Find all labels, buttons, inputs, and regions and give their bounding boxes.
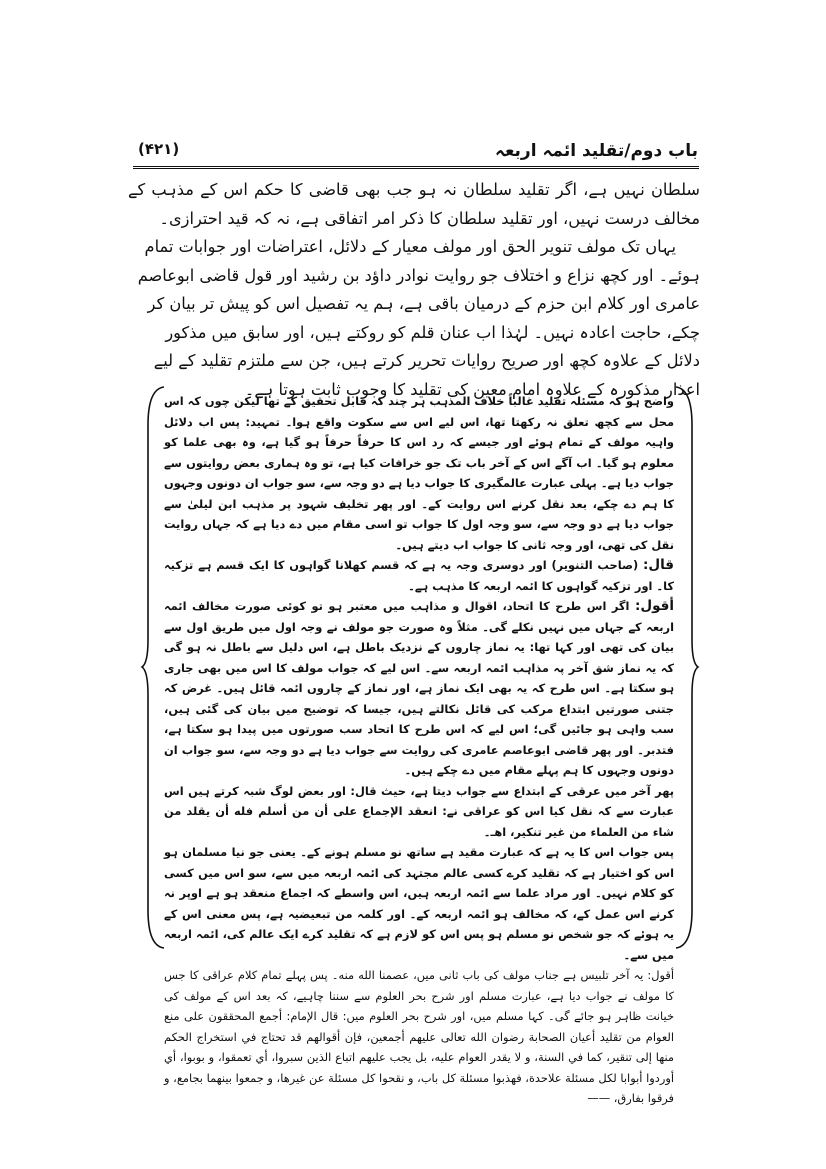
aqool-label: أقول: [634, 598, 674, 614]
quote-paragraph-2 [164, 555, 674, 596]
paragraph-2: یہاں تک مولف تنویر الحق اور مولف معیار کے دلائل، اعتراضات اور جوابات تمام ہوئے۔ اور کچھ نزاع و اختلاف جو روایت نوادر داؤد بن رشید اور قول قاضی ابوعاصم عامری اور کلام ابن حزم کے درمیان باقی ہے، ہم یہ تفصیل اس کو پیش تر بیان کر چکے، حاجت اعادہ نہیں۔ لہٰذا اب عنان قلم کو روکتے ہیں، اور سابق میں مذکور دلائل کے علاوہ کچھ اور صریح روایات تحریر کرتے ہیں، جن سے ملتزم تقلید کے لیے اعذار مذکورہ کے علاوہ امام معین کی تقلید کا وجوب ثابت ہوتا ہے۔ [137, 237, 700, 399]
right-brace [674, 385, 700, 950]
main-text [128, 176, 700, 404]
quote-paragraph-1: واضح ہو کہ مسئلہ تقلید غالباً خلاف المذہب ہر چند کہ قابل تحقیق کے تھا لیکن چوں کہ اس محل سے کچھ تعلق نہ رکھتا تھا، اس لیے اس سے سکوت واقع ہوا۔ تمہید: پس اب دلائل واہیہ مولف کے تمام ہوئے اور جیسے کہ رد اس کا حرفاً حرفاً ہو گیا ہے، وہ بھی علما کو معلوم ہو گیا۔ اب آگے اس کے آخر باب تک جو خرافات کیا ہے، تو وہ ہماری بعض روایتوں سے جواب دیا ہے۔ پہلی عبارت عالمگیری کا جواب دیا ہے دو وجہ سے، سو جواب ان دونوں وجہوں کا ہم دے چکے، بعد نقل کرنے اس روایت کے۔ اور پھر تخلیف شہود پر مذہب ابن لیلیٰ سے جواب دیا ہے دو وجہ سے، سو وجہ اول کا جواب تو اسی مقام میں دے دیا ہے کہ جہاں روایت نقل کی تھی، اور وجہ ثانی کا جواب اب دیتے ہیں۔ [164, 394, 674, 552]
chapter-title: باب دوم/تقلید ائمہ اربعہ [494, 141, 698, 161]
left-brace [140, 385, 166, 950]
quotation-text [164, 391, 674, 1105]
page-number: (۴۲۱) [138, 140, 180, 158]
quote-paragraph-3 [164, 596, 674, 781]
quote-paragraph-4: پھر آخر میں عرقی کے ابتداع سے جواب دیتا ہے، حیث قال: اور بعض لوگ شبہ کرتے ہیں اس عبارت سے کہ نقل کیا اس کو عراقی نے: انعقد الإجماع علی أن من أسلم فله أن يقلد من شاء من العلماء من غير تنكير، اهـ۔ [164, 783, 674, 839]
header-divider [133, 166, 699, 169]
aqool-text: اگر اس طرح کا اتحاد، اقوال و مذاہب میں معتبر ہو تو کوئی صورت مخالف ائمہ اربعہ کے جہاں میں نہیں نکلے گی۔ مثلاً وہ صورت جو مولف نے وجہ اول میں طریق اول سے بیان کی تھی اور کہا تھا: یہ نماز چاروں کے نزدیک باطل ہے، اس دلیل سے باطل نہ ہو گی کہ یہ نماز شق آخر پہ مذاہب ائمہ اربعہ سے۔ اس لیے کہ جواب مولف کا اس میں بھی جاری ہو سکتا ہے۔ اس طرح کہ یہ بھی ایک نماز ہے، اور نماز کے چاروں ائمہ قائل ہیں۔ غرض کہ جتنی صورتیں ابتداع مرکب کی قائل نکالتے ہیں، جیسا کہ توضیح میں بیان کی گئی ہیں، سب واہی ہو جائیں گی؛ اس لیے کہ اس طرح کا اتحاد سب صورتوں میں پیدا ہو سکتا ہے، فتدبر۔ اور پھر قاضی ابوعاصم عامری کی روایت سے جواب دیا ہے دو وجہ سے، سو جواب ان دونوں وجہوں کا ہم پہلے مقام میں دے چکے ہیں۔ [164, 599, 674, 777]
qaal-label: قال: [642, 557, 674, 573]
paragraph-1: سلطان نہیں ہے، اگر تقلید سلطان نہ ہو جب بھی قاضی کا حکم اس کے مذہب کے مخالف درست نہیں، اور تقلید سلطان کا ذکر امر اتفاقی ہے، نہ کہ قید احترازی۔ [128, 180, 700, 228]
quotation-block [140, 385, 700, 1105]
running-header [138, 138, 698, 168]
quote-paragraph-6: أقول: یہ آخر تلبیس ہے جناب مولف کی باب ثانی میں، عصمنا الله منه۔ پس پہلے تمام کلام عراقی کا جس کا مولف نے جواب دیا ہے، عبارت مسلم اور شرح بحر العلوم سے سننا چاہیے، کہ بعد اس کے مولف کی خیانت ظاہر ہو جائے گی۔ کہا مسلم میں، اور شرح بحر العلوم میں: قال الإمام: أجمع المحققون على منع العوام من تقليد أعيان الصحابة رضوان الله تعالى عليهم أجمعين، فإن أقوالهم قد تحتاج في استخراج الحكم منها إلى تنقير، كما في السنة، و لا يقدر العوام عليه، بل يجب عليهم اتباع الذين سبروا، أي تعمقوا، و بوبوا، أي أوردوا أبوابا لكل مسئلة علاحدة، فهذبوا مسئلة كل باب، و نقحوا كل مسئلة عن غيرها، و جمعوا بينهما بجامع، و فرقوا بفارق، —— [164, 968, 674, 1105]
qaal-text: (صاحب التنویر) اور دوسری وجہ یہ ہے کہ قسم کھلانا گواہوں کا ایک قسم ہے تزکیہ کا۔ اور تزکیہ گواہوں کا ائمہ اربعہ کا مذہب ہے۔ [164, 558, 674, 593]
quote-paragraph-5: پس جواب اس کا یہ ہے کہ عبارت مقید ہے ساتھ نو مسلم ہونے کے۔ یعنی جو نیا مسلمان ہو اس کو اختیار ہے کہ تقلید کرے کسی عالم مجتہد کی ائمہ اربعہ میں سے، سو اس میں کسی کو کلام نہیں۔ اور مراد علما سے ائمہ اربعہ ہیں، اس واسطے کہ اجماع منعقد ہو ہے اوپر نہ کرنے اس عمل کے، کہ مخالف ہو ائمہ اربعہ کے۔ اور کلمہ من تبعیضیہ ہے، پس معنی اس کے یہ ہوئے کہ جو شخص نو مسلم ہو پس اس کو لازم ہے کہ تقلید کرے ایک عالم کی، ائمہ اربعہ میں سے۔ [164, 845, 674, 962]
